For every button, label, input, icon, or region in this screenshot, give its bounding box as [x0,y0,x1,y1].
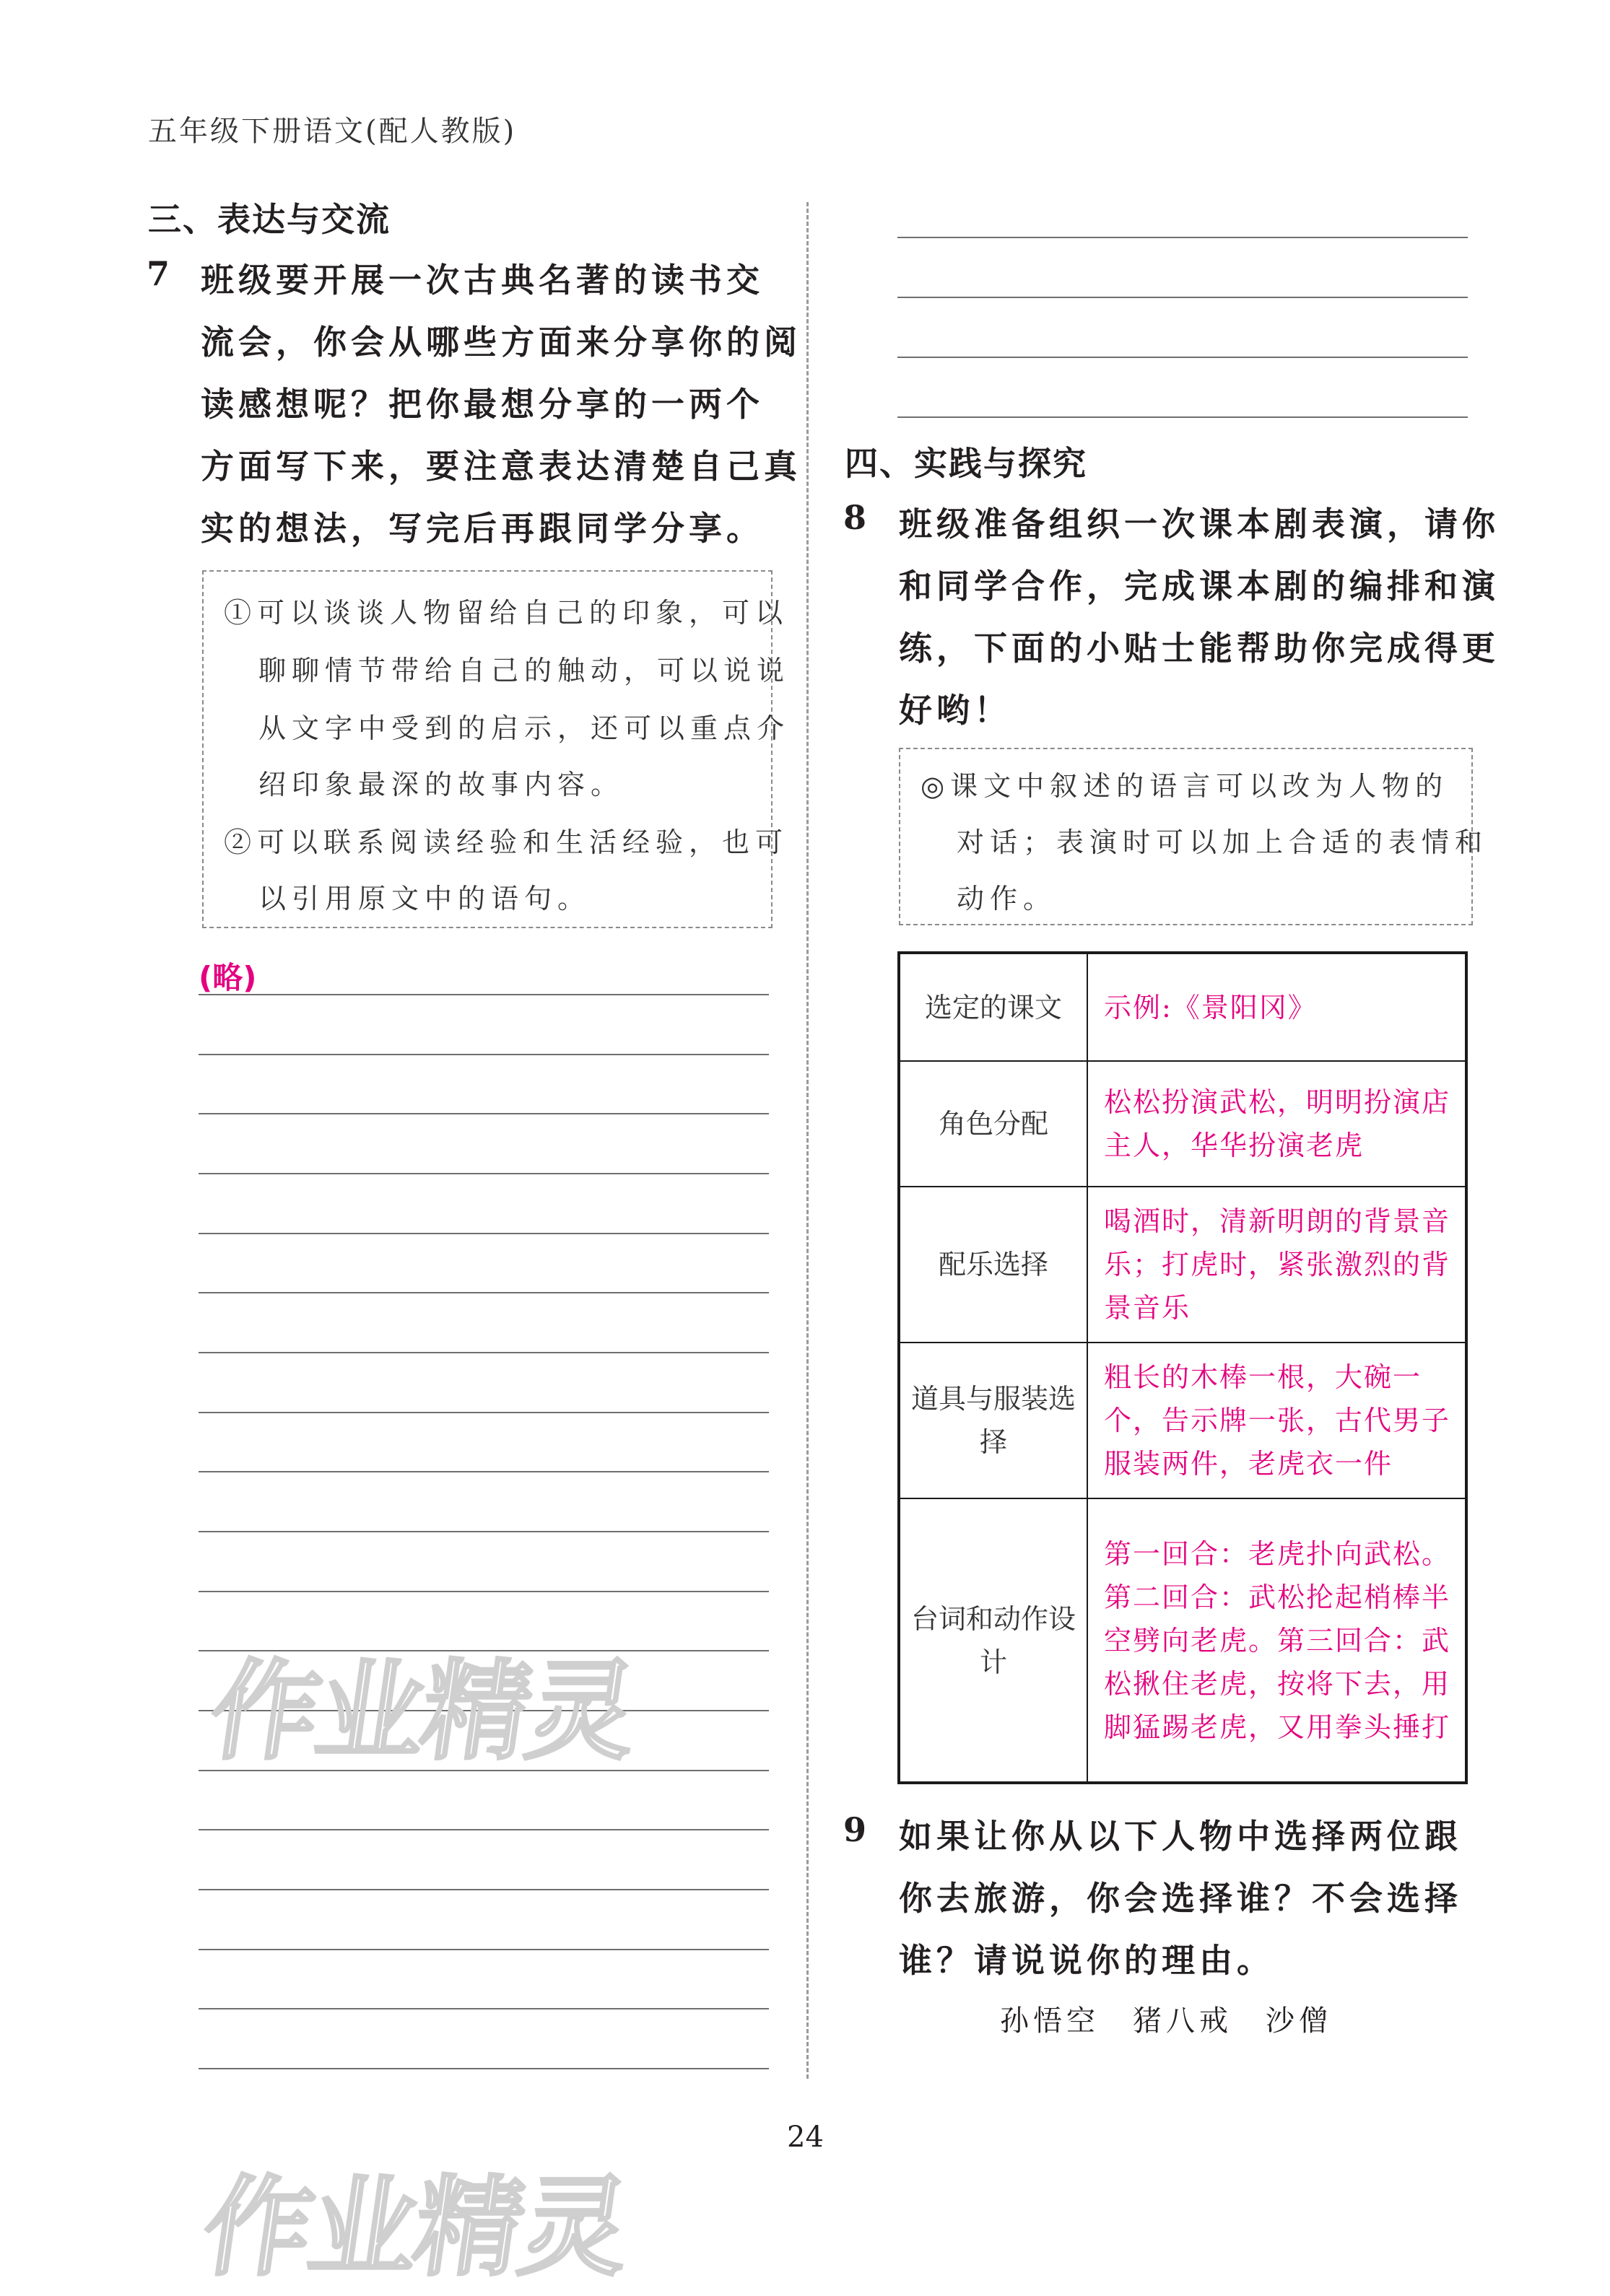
tip-line: 从文字中受到的启示，还可以重点介 [258,712,791,744]
table-answer: 第一回合：老虎扑向武松。第二回合：武松抡起梢棒半空劈向老虎。第三回合：武松揪住老虎，按将下去，用脚猛踢老虎，又用拳头捶打 [1087,1498,1466,1783]
writing-line [199,1471,769,1472]
writing-line [199,1292,769,1293]
question-8-line: 练，下面的小贴士能帮助你完成得更 [899,629,1500,668]
answer-q7: (略) [199,960,257,995]
question-8-number: 8 [843,498,867,537]
table-key: 选定的课文 [899,953,1087,1061]
watermark: 作业精灵 [195,2165,635,2291]
writing-line [199,1412,769,1413]
writing-line [199,2068,769,2069]
tip-line: ①可以谈谈人物留给自己的印象，可以 [224,597,789,629]
writing-line [199,1352,769,1353]
table-answer: 喝酒时，清新明朗的背景音乐；打虎时，紧张激烈的背景音乐 [1087,1187,1466,1343]
question-8-line: 和同学合作，完成课本剧的编排和演 [899,567,1500,606]
question-7-line: 读感想呢？把你最想分享的一两个 [201,385,764,424]
table-answer: 示例:《景阳冈》 [1087,953,1466,1061]
writing-line [199,1233,769,1234]
section-title-practice: 四、实践与探究 [845,444,1087,483]
question-7-number: 7 [147,254,170,293]
tip-line: 绍印象最深的故事内容。 [258,769,625,800]
tip-line: 对话；表演时可以加上合适的表情和 [957,826,1489,858]
writing-line [199,1949,769,1950]
question-8-line: 好哟！ [899,691,1011,730]
writing-line [897,416,1468,418]
question-7-line: 实的想法，写完后再跟同学分享。 [201,509,764,548]
writing-line [199,1829,769,1830]
character-names: 孙悟空 猪八戒 沙僧 [1000,2004,1332,2038]
table-row [899,1343,1466,1498]
question-9-number: 9 [843,1810,867,1849]
skit-plan-table [897,951,1468,1784]
table-row [899,1498,1466,1783]
question-8-line: 班级准备组织一次课本剧表演，请你 [899,505,1500,544]
table-row [899,953,1466,1061]
table-answer: 松松扮演武松，明明扮演店主人，华华扮演老虎 [1087,1061,1466,1187]
question-7-line: 方面写下来，要注意表达清楚自己真 [201,447,801,486]
writing-line [199,1113,769,1114]
column-divider [806,202,809,2079]
question-7-line: 班级要开展一次古典名著的读书交 [201,261,764,300]
writing-line [897,297,1468,298]
question-7-line: 流会，你会从哪些方面来分享你的阅 [201,323,801,362]
writing-line [897,237,1468,238]
writing-line [199,1531,769,1532]
page-number: 24 [787,2121,824,2154]
writing-line [897,357,1468,358]
writing-line [199,1054,769,1055]
tip-line: 聊聊情节带给自己的触动，可以说说 [258,655,791,686]
writing-line [199,1173,769,1174]
tip-line: ◎课文中叙述的语言可以改为人物的 [921,770,1449,802]
tip-line: 以引用原文中的语句。 [258,883,591,915]
writing-line [199,994,769,995]
tip-line: 动作。 [957,883,1057,915]
table-key: 配乐选择 [899,1187,1087,1343]
table-answer: 粗长的木棒一根，大碗一个，告示牌一张，古代男子服装两件，老虎衣一件 [1087,1343,1466,1498]
table-row [899,1187,1466,1343]
writing-line [199,1591,769,1592]
tip-line: ②可以联系阅读经验和生活经验，也可 [224,826,789,858]
table-key: 道具与服装选择 [899,1343,1087,1498]
question-9-line: 谁？请说说你的理由。 [899,1941,1274,1980]
question-9-line: 如果让你从以下人物中选择两位跟 [899,1817,1462,1856]
writing-line [199,1889,769,1890]
section-title-expression: 三、表达与交流 [148,200,391,239]
table-row [899,1061,1466,1187]
table-key: 台词和动作设计 [899,1498,1087,1783]
table-key: 角色分配 [899,1061,1087,1187]
watermark: 作业精灵 [202,1649,643,1775]
writing-line [199,2008,769,2009]
page-header: 五年级下册语文(配人教版) [148,115,517,148]
question-9-line: 你去旅游，你会选择谁？不会选择 [899,1879,1462,1918]
